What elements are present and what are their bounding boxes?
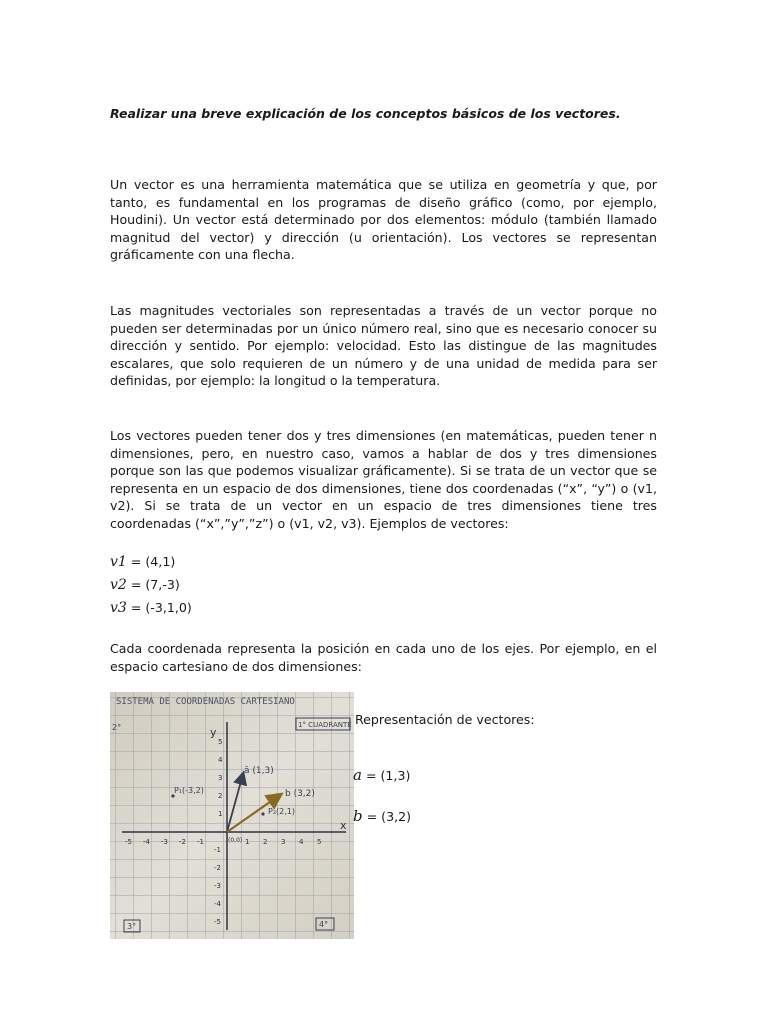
cartesian-plane-photo xyxy=(110,692,354,939)
representation-vector-b xyxy=(353,807,411,825)
representation-vector-a xyxy=(353,766,410,784)
svg-text:-2: -2 xyxy=(214,864,221,872)
axis-x-label: x xyxy=(340,819,347,832)
svg-text:-5: -5 xyxy=(214,918,221,926)
vector-example-v3 xyxy=(110,597,192,619)
document-title: Realizar una breve explicación de los conceptos básicos de los vectores. xyxy=(110,106,621,121)
svg-text:3: 3 xyxy=(218,774,223,782)
corner-label-br: 4° xyxy=(319,920,329,929)
svg-text:4: 4 xyxy=(218,756,223,764)
figure-point-p2-label: P₂(2,1) xyxy=(268,807,295,816)
figure-vector-a-label: ā (1,3) xyxy=(244,766,274,776)
svg-text:-2: -2 xyxy=(179,838,186,846)
origin-label: (0,0) xyxy=(228,837,243,844)
svg-text:5: 5 xyxy=(218,738,223,746)
paragraph-vector-magnitudes: Las magnitudes vectoriales son representadas a través de un vector porque no pueden ser determinadas por un único número real, sino que es necesario conocer su dirección y sentido. Por ejemplo: velocidad. Esto las distingue de las magnitudes escalares, que solo requieren de un número y de una unidad de medida para ser definidas, por ejemplo: la longitud o la temperatura. xyxy=(110,303,657,388)
representation-title: Representación de vectores: xyxy=(355,712,535,727)
paragraph-dimensions: Los vectores pueden tener dos y tres dimensiones (en matemáticas, pueden tener n dimensiones, pero, en nuestro caso, vamos a hablar de dos y tres dimensiones porque son las que podemos visualizar gráficamente). Si se trata de un vector que se representa en un espacio de dos dimensiones, tiene dos coordenadas (“x”, “y”) o (v1, v2). Si se trata de un vector en un espacio de tres dimensiones tiene tres coordenadas (“x”,”y”,”z”) o (v1, v2, v3). Ejemplos de vectores: xyxy=(110,428,657,531)
corner-label-tl: 2° xyxy=(112,723,122,732)
svg-text:1: 1 xyxy=(245,838,250,846)
vector-example-v2 xyxy=(110,574,180,596)
svg-text:3: 3 xyxy=(281,838,286,846)
svg-text:2: 2 xyxy=(263,838,268,846)
vector-value: = (4,1) xyxy=(130,554,176,569)
svg-text:-1: -1 xyxy=(214,846,221,854)
svg-text:2: 2 xyxy=(218,792,223,800)
svg-text:4: 4 xyxy=(299,838,304,846)
cartesian-plane-drawing xyxy=(110,692,354,939)
paragraph-coordinates: Cada coordenada representa la posición en cada uno de los ejes. Por ejemplo, en el espacio cartesiano de dos dimensiones: xyxy=(110,641,657,674)
figure-header: SISTEMA DE COORDENADAS CARTESIANO xyxy=(116,697,295,707)
vector-symbol: v1 xyxy=(110,554,127,570)
svg-text:-3: -3 xyxy=(161,838,168,846)
svg-text:1: 1 xyxy=(218,810,223,818)
vector-value: = (7,-3) xyxy=(130,577,180,592)
svg-text:5: 5 xyxy=(317,838,322,846)
vector-example-v1 xyxy=(110,551,175,573)
svg-text:-4: -4 xyxy=(214,900,221,908)
vector-value: = (-3,1,0) xyxy=(130,600,192,615)
axis-y-label: y xyxy=(210,726,217,739)
quadrant-label: 1° CUADRANTE xyxy=(298,721,352,729)
figure-vector-b-label: b (3,2) xyxy=(285,789,315,799)
vector-value: = (1,3) xyxy=(365,768,411,783)
vector-symbol: b xyxy=(353,807,363,825)
svg-text:-5: -5 xyxy=(125,838,132,846)
paragraph-vector-definition: Un vector es una herramienta matemática que se utiliza en geometría y que, por tanto, es fundamental en los programas de diseño gráfico (como, por ejemplo, Houdini). Un vector está determinado por dos elementos: módulo (también llamado magnitud del vector) y dirección (u orientación). Los vectores se representan gráficamente con una flecha. xyxy=(110,177,657,262)
figure-point-p1-label: P₁(-3,2) xyxy=(174,786,204,795)
vector-value: = (3,2) xyxy=(366,809,412,824)
corner-label-bl: 3° xyxy=(127,922,137,931)
vector-symbol: a xyxy=(353,766,362,784)
vector-symbol: v3 xyxy=(110,600,127,616)
svg-text:-4: -4 xyxy=(143,838,150,846)
svg-text:-3: -3 xyxy=(214,882,221,890)
svg-text:-1: -1 xyxy=(197,838,204,846)
vector-symbol: v2 xyxy=(110,577,127,593)
